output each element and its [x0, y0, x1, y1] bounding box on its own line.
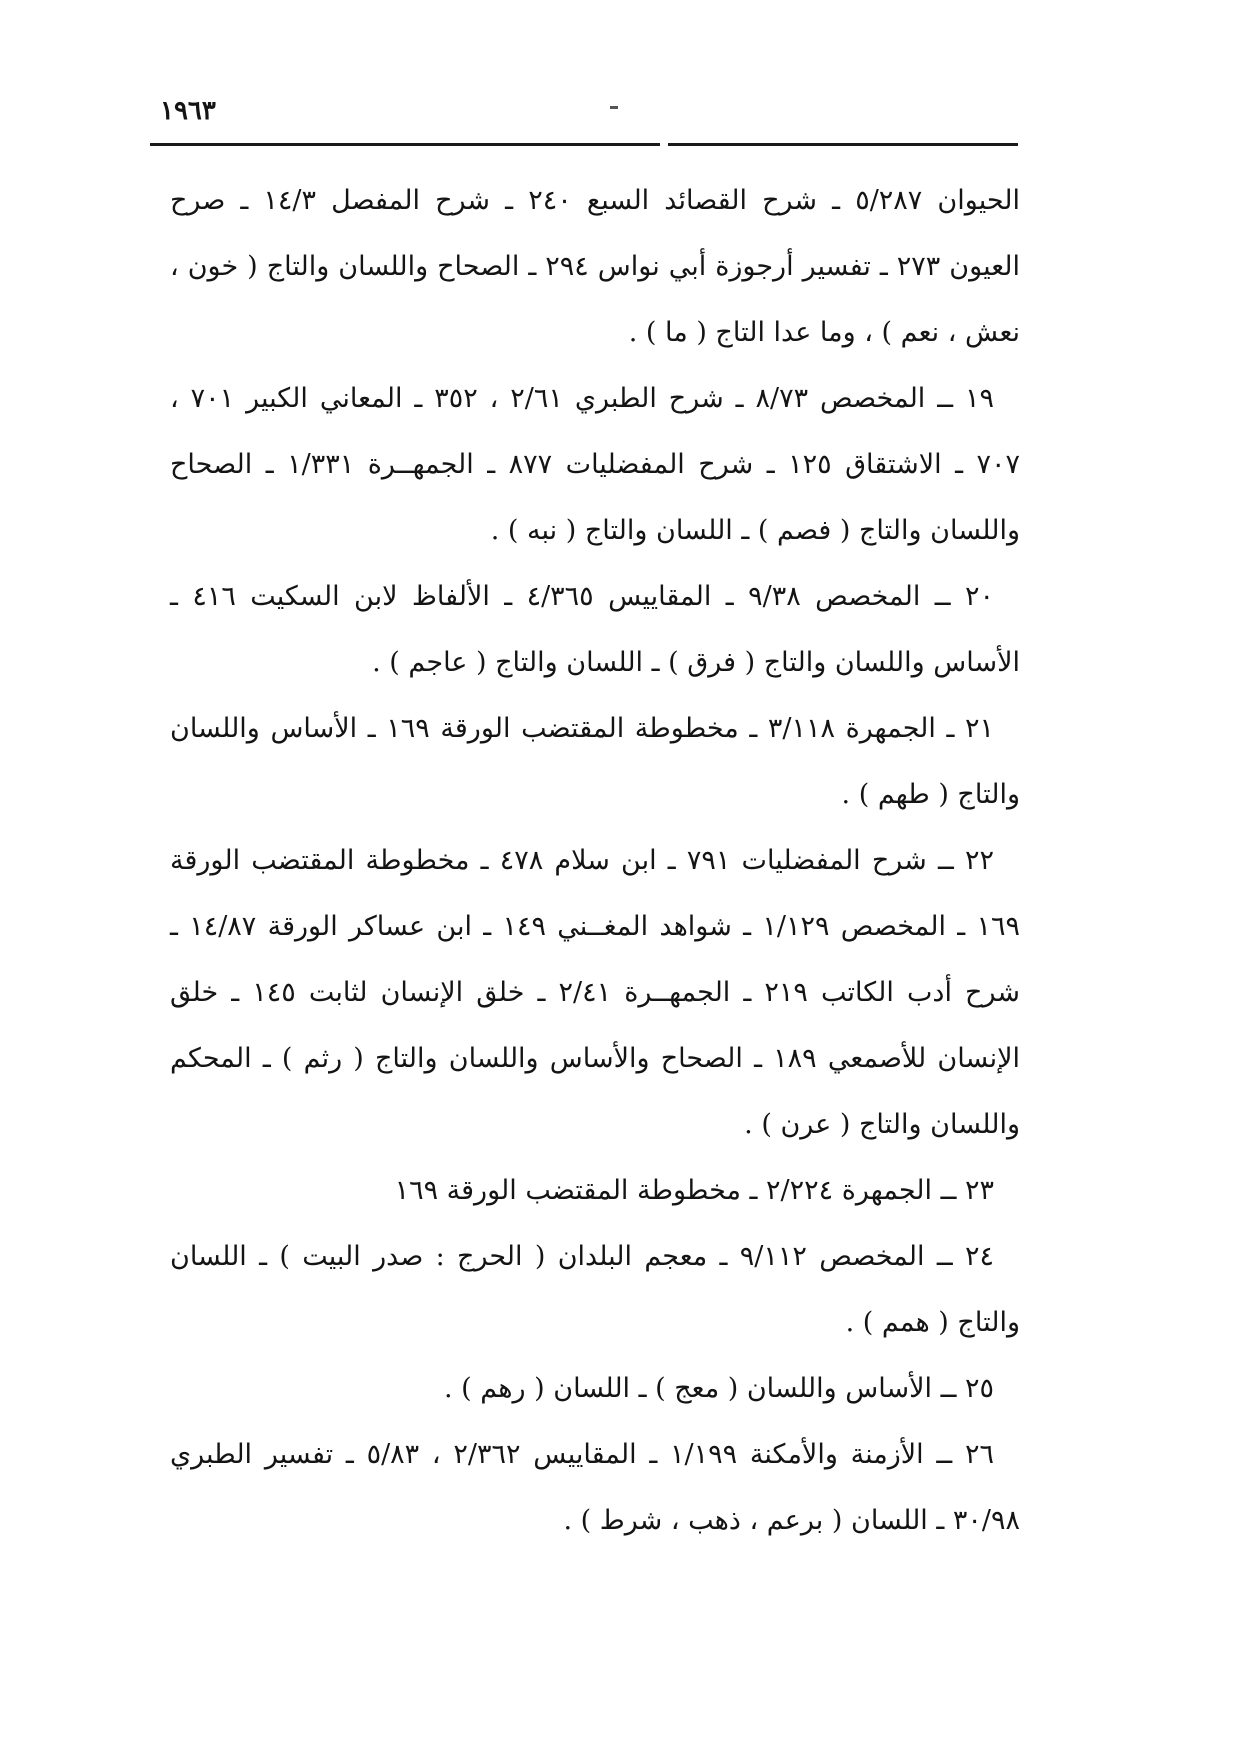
footnote-references — [170, 168, 1020, 1554]
reference-paragraph-26: ٢٦ ــ الأزمنة والأمكنة ١/١٩٩ ـ المقاييس ٢/٣٦٢ ، ٥/٨٣ ـ تفسير الطبري ٣٠/٩٨ ـ اللسان ( برعم ، ذهب ، شرط ) . — [170, 1439, 1020, 1536]
reference-paragraph-20: ٢٠ ــ المخصص ٩/٣٨ ـ المقاييس ٤/٣٦٥ ـ الألفاظ لابن السكيت ٤١٦ ـ الأساس واللسان والتاج ( فرق ) ـ اللسان والتاج ( عاجم ) . — [170, 581, 1020, 678]
reference-paragraph-21: ٢١ ـ الجمهرة ٣/١١٨ ـ مخطوطة المقتضب الورقة ١٦٩ ـ الأساس واللسان والتاج ( طهم ) . — [170, 713, 1020, 810]
reference-paragraph: الحيوان ٥/٢٨٧ ـ شرح القصائد السبع ٢٤٠ ـ شرح المفصل ١٤/٣ ـ صرح العيون ٢٧٣ ـ تفسير أرجوزة أبي نواس ٢٩٤ ـ الصحاح واللسان والتاج ( خون ، نعش ، نعم ) ، وما عدا التاج ( ما ) . — [170, 185, 1021, 348]
header-rule-right — [668, 143, 1018, 146]
reference-paragraph-23: ٢٣ ــ الجمهرة ٢/٢٢٤ ـ مخطوطة المقتضب الورقة ١٦٩ — [394, 1175, 994, 1206]
reference-paragraph-24: ٢٤ ــ المخصص ٩/١١٢ ـ معجم البلدان ( الحرج : صدر البيت ) ـ اللسان والتاج ( همم ) . — [170, 1241, 1020, 1338]
page-number: ١٩٦٣ — [160, 96, 216, 126]
reference-paragraph-22: ٢٢ ــ شرح المفضليات ٧٩١ ـ ابن سلام ٤٧٨ ـ مخطوطة المقتضب الورقة ١٦٩ ـ المخصص ١/١٢٩ ـ شواهد المغــني ١٤٩ ـ ابن عساكر الورقة ١٤/٨٧ ـ شرح أدب الكاتب ٢١٩ ـ الجمهــرة ٢/٤١ ـ خلق الإنسان لثابت ١٤٥ ـ خلق الإنسان للأصمعي ١٨٩ ـ الصحاح والأساس واللسان والتاج ( رثم ) ـ المحكم واللسان والتاج ( عرن ) . — [170, 845, 1020, 1140]
reference-paragraph-25: ٢٥ ــ الأساس واللسان ( معج ) ـ اللسان ( رهم ) . — [444, 1373, 994, 1404]
reference-paragraph-19: ١٩ ــ المخصص ٨/٧٣ ـ شرح الطبري ٢/٦١ ، ٣٥٢ ـ المعاني الكبير ٧٠١ ، ٧٠٧ ـ الاشتقاق ١٢٥ ـ شرح المفضليات ٨٧٧ ـ الجمهــرة ١/٣٣١ ـ الصحاح واللسان والتاج ( فصم ) ـ اللسان والتاج ( نبه ) . — [170, 383, 1020, 546]
header-rule-left — [150, 143, 660, 146]
ink-speck — [610, 106, 618, 109]
